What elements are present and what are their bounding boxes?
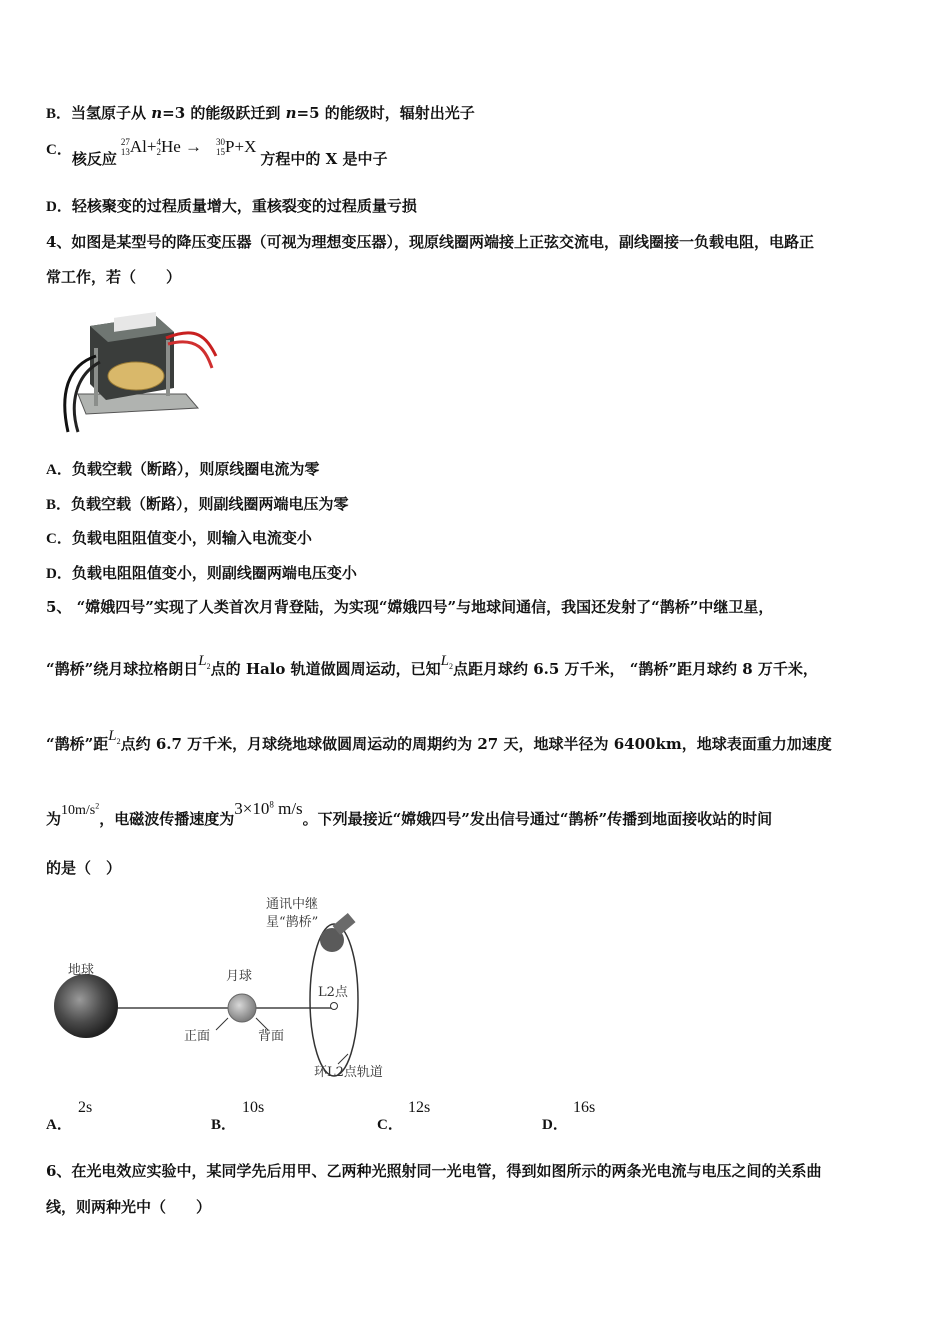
- l2-symbol-3: [108, 728, 120, 744]
- q5-line2-b: 点的 Halo 轨道做圆周运动，已知: [210, 660, 441, 678]
- earth-globe: [54, 974, 118, 1038]
- relay-label-1: 通讯中继: [266, 897, 319, 912]
- q5-answer-d-letter: D．: [542, 1117, 568, 1133]
- q3-option-b-n1: n: [151, 104, 163, 122]
- p-symbol: P+X: [225, 136, 257, 156]
- q4-option-d-letter: D．: [46, 566, 72, 582]
- q3-option-b-v2: =5 的能级时，辐射出光子: [296, 104, 475, 122]
- q3-option-c: [46, 136, 388, 168]
- he-atomic-number: 2: [156, 146, 161, 157]
- light-speed-exp: 8: [269, 799, 274, 810]
- l2-symbol-3-l: L: [108, 728, 117, 744]
- q5-answer-a-value: 2s: [78, 1099, 93, 1116]
- q3-option-b-text-a: 当氢原子从: [71, 104, 152, 122]
- q3-option-b-letter: B．: [46, 106, 72, 122]
- gravity-value-base: 10m/s: [61, 803, 96, 818]
- q4-option-d: [46, 562, 357, 583]
- q5-answer-b-letter: B．: [211, 1117, 237, 1133]
- l2-symbol-1: [198, 653, 210, 669]
- q4-option-c-letter: C．: [46, 531, 72, 547]
- q5-answer-b-value: 10s: [242, 1099, 265, 1116]
- nuclear-equation: [121, 137, 257, 157]
- q5-line4-b: ，电磁波传播速度为: [99, 810, 235, 828]
- moon-label: 月球: [226, 969, 253, 984]
- light-speed-unit: m/s: [273, 799, 303, 818]
- q5-answer-d-value: 16s: [573, 1099, 596, 1116]
- q5-line4-a: 为: [46, 810, 62, 828]
- l2-label: L2点: [318, 985, 348, 1000]
- l2-symbol-3-sub: 2: [116, 737, 121, 746]
- p-mass-number: 30: [216, 136, 226, 147]
- q4-option-c-text: 负载电阻阻值变小，则输入电流变小: [71, 529, 312, 547]
- q3-option-b-n2: n: [285, 104, 297, 122]
- p-atomic-number: 15: [216, 146, 226, 157]
- back-label: 背面: [258, 1029, 285, 1044]
- al-atomic-number: 13: [120, 146, 130, 157]
- q5-line3-b: 点约 6.7 万千米，月球绕地球做圆周运动的周期约为 27 天，地球半径为 6400km，地球表面重力加速度: [120, 735, 832, 753]
- q4-option-a-text: 负载空载（断路），则原线圈电流为零: [71, 460, 320, 478]
- q3-option-b-v1: =3 的能级跃迁到: [162, 104, 286, 122]
- he-mass-number: 4: [156, 136, 161, 147]
- q3-option-d: [46, 195, 417, 216]
- q6-stem-line1: 6、在光电效应实验中，某同学先后用甲、乙两种光照射同一光电管，得到如图所示的两条光电流与电压之间的关系曲: [46, 1162, 822, 1180]
- l2-symbol-1-l: L: [198, 653, 207, 669]
- q5-answer-c-letter: C．: [377, 1117, 403, 1133]
- al-mass-number: 27: [120, 136, 130, 147]
- l2-point: [331, 1003, 338, 1010]
- q4-option-d-text: 负载电阻阻值变小，则副线圈两端电压变小: [71, 564, 357, 582]
- earth-label: 地球: [68, 963, 95, 978]
- relay-label-2: 星“鹊桥”: [266, 915, 319, 930]
- q5-line4-c: 。下列最接近“嫦娥四号”发出信号通过“鹊桥”传播到地面接收站的时间: [302, 810, 773, 828]
- front-label: 正面: [184, 1029, 211, 1044]
- l2-symbol-1-sub: 2: [206, 662, 211, 671]
- q5-stem-line2: [46, 653, 818, 680]
- light-speed-value: [234, 799, 302, 818]
- q5-answer-c-value: 12s: [408, 1099, 431, 1116]
- gravity-value: [61, 803, 99, 818]
- q4-option-a-letter: A．: [46, 462, 72, 478]
- q4-stem-line2: 常工作，若（ ）: [46, 268, 182, 286]
- transformer-image: [56, 296, 222, 434]
- q3-option-b: [46, 102, 475, 123]
- front-arrow: [216, 1018, 228, 1030]
- orbit-arrow: [338, 1054, 348, 1064]
- q5-stem-line3: [46, 728, 832, 755]
- q4-option-b-letter: B．: [46, 497, 72, 513]
- q3-option-c-prefix: 核反应: [71, 150, 117, 168]
- q5-line2-c: 点距月球约 6.5 万千米， “鹊桥”距月球约 8 万千米，: [453, 660, 818, 678]
- q6-stem-line2: 线，则两种光中（ ）: [46, 1198, 212, 1216]
- q4-option-c: [46, 527, 312, 548]
- q3-option-d-text: 轻核聚变的过程质量增大，重核裂变的过程质量亏损: [71, 197, 417, 215]
- q4-option-b: [46, 493, 349, 514]
- q3-option-c-suffix: 方程中的 X 是中子: [260, 150, 388, 168]
- orbit-label: 环L2点轨道: [314, 1065, 383, 1080]
- he-symbol: He →: [160, 136, 203, 156]
- q4-option-a: [46, 458, 319, 479]
- q5-stem-line4: [46, 799, 773, 829]
- al-symbol: Al+: [129, 136, 157, 156]
- q4-option-b-text: 负载空载（断路），则副线圈两端电压为零: [71, 495, 349, 513]
- l2-symbol-2-l: L: [440, 653, 449, 669]
- light-speed-base: 3×10: [234, 799, 270, 818]
- q5-stem-line1: 5、 “嫦娥四号”实现了人类首次月背登陆，为实现“嫦娥四号”与地球间通信，我国还发射了“鹊桥”中继卫星，: [46, 598, 774, 616]
- gravity-value-exp: 2: [95, 801, 100, 811]
- moon-sphere: [228, 994, 256, 1022]
- q3-option-c-letter: C．: [46, 142, 72, 158]
- q4-stem-line1: 4、如图是某型号的降压变压器（可视为理想变压器），现原线圈两端接上正弦交流电，副线圈接一负载电阻，电路正: [46, 233, 814, 251]
- l2-symbol-2-sub: 2: [449, 662, 453, 671]
- l2-symbol-2: [441, 653, 453, 669]
- q3-option-d-letter: D．: [46, 199, 72, 215]
- q5-stem-line5: 的是（ ）: [46, 859, 122, 877]
- q5-line3-a: “鹊桥”距: [46, 735, 109, 753]
- q5-line2-a: “鹊桥”绕月球拉格朗日: [46, 660, 199, 678]
- q5-answer-a-letter: A．: [46, 1117, 72, 1133]
- earth-moon-relay-diagram: [48, 888, 408, 1088]
